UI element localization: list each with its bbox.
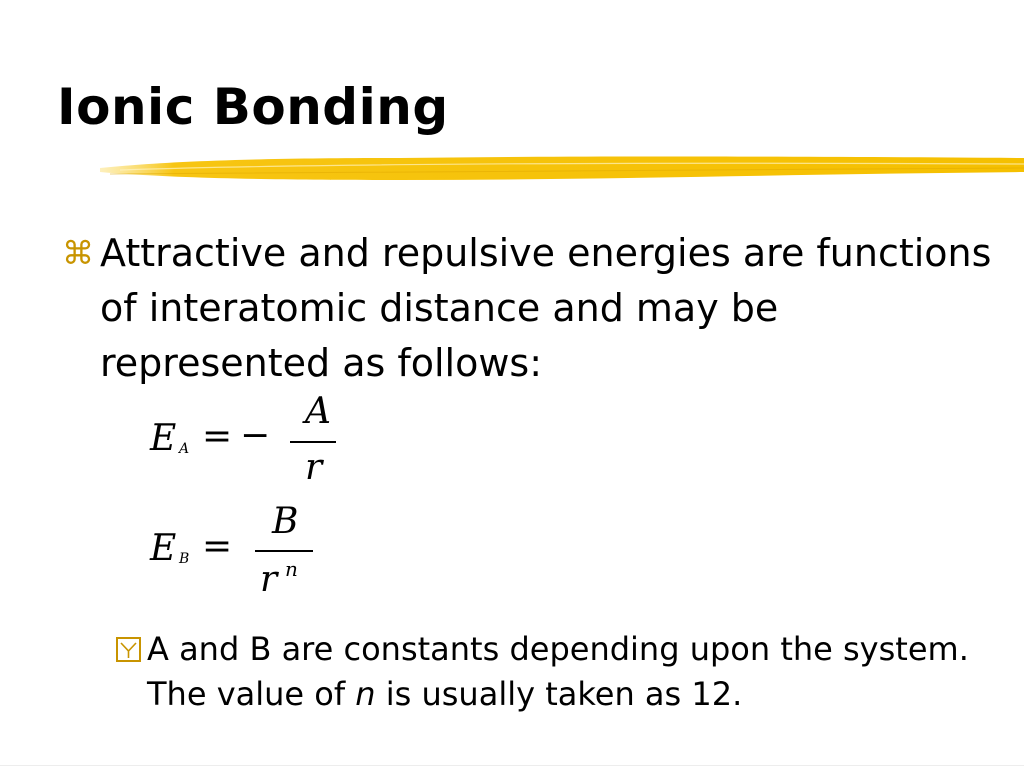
eq2-denominator: r bbox=[260, 559, 278, 600]
bullet-point-2 bbox=[116, 627, 987, 717]
eq2-equals-sign: = bbox=[202, 526, 233, 567]
title-underline-brushstroke bbox=[100, 150, 1024, 190]
command-symbol-bullet-icon: ⌘ bbox=[62, 234, 94, 272]
bullet-2-text-start: A and B are constants depending upon the system. The value of bbox=[147, 630, 969, 713]
eq1-numerator: A bbox=[305, 391, 331, 432]
slide-bottom-edge bbox=[0, 765, 1024, 766]
eq2-numerator: B bbox=[272, 501, 299, 542]
eq1-equals-sign: = bbox=[202, 416, 233, 457]
eq1-denominator: r bbox=[305, 447, 323, 488]
eq1-subscript: A bbox=[179, 441, 190, 457]
bullet-1-text: Attractive and repulsive energies are functions of interatomic distance and may be represented as follows: bbox=[100, 231, 992, 385]
bullet-2-italic-n: n bbox=[355, 675, 376, 713]
equation-attractive-energy bbox=[150, 391, 350, 488]
eq2-lhs: E bbox=[150, 528, 177, 569]
eq1-fraction-bar bbox=[290, 441, 336, 443]
bullet-point-1 bbox=[62, 226, 1000, 391]
eq2-fraction-bar bbox=[255, 550, 313, 552]
eq2-exponent: n bbox=[285, 557, 298, 581]
bullet-2-text-end: is usually taken as 12. bbox=[375, 675, 743, 713]
slide-title: Ionic Bonding bbox=[57, 78, 449, 136]
checkbox-bullet-icon bbox=[116, 637, 141, 662]
eq2-subscript: B bbox=[179, 551, 190, 567]
eq1-minus-sign: − bbox=[240, 415, 271, 456]
equation-repulsive-energy bbox=[150, 501, 350, 600]
eq1-lhs: E bbox=[150, 418, 177, 459]
